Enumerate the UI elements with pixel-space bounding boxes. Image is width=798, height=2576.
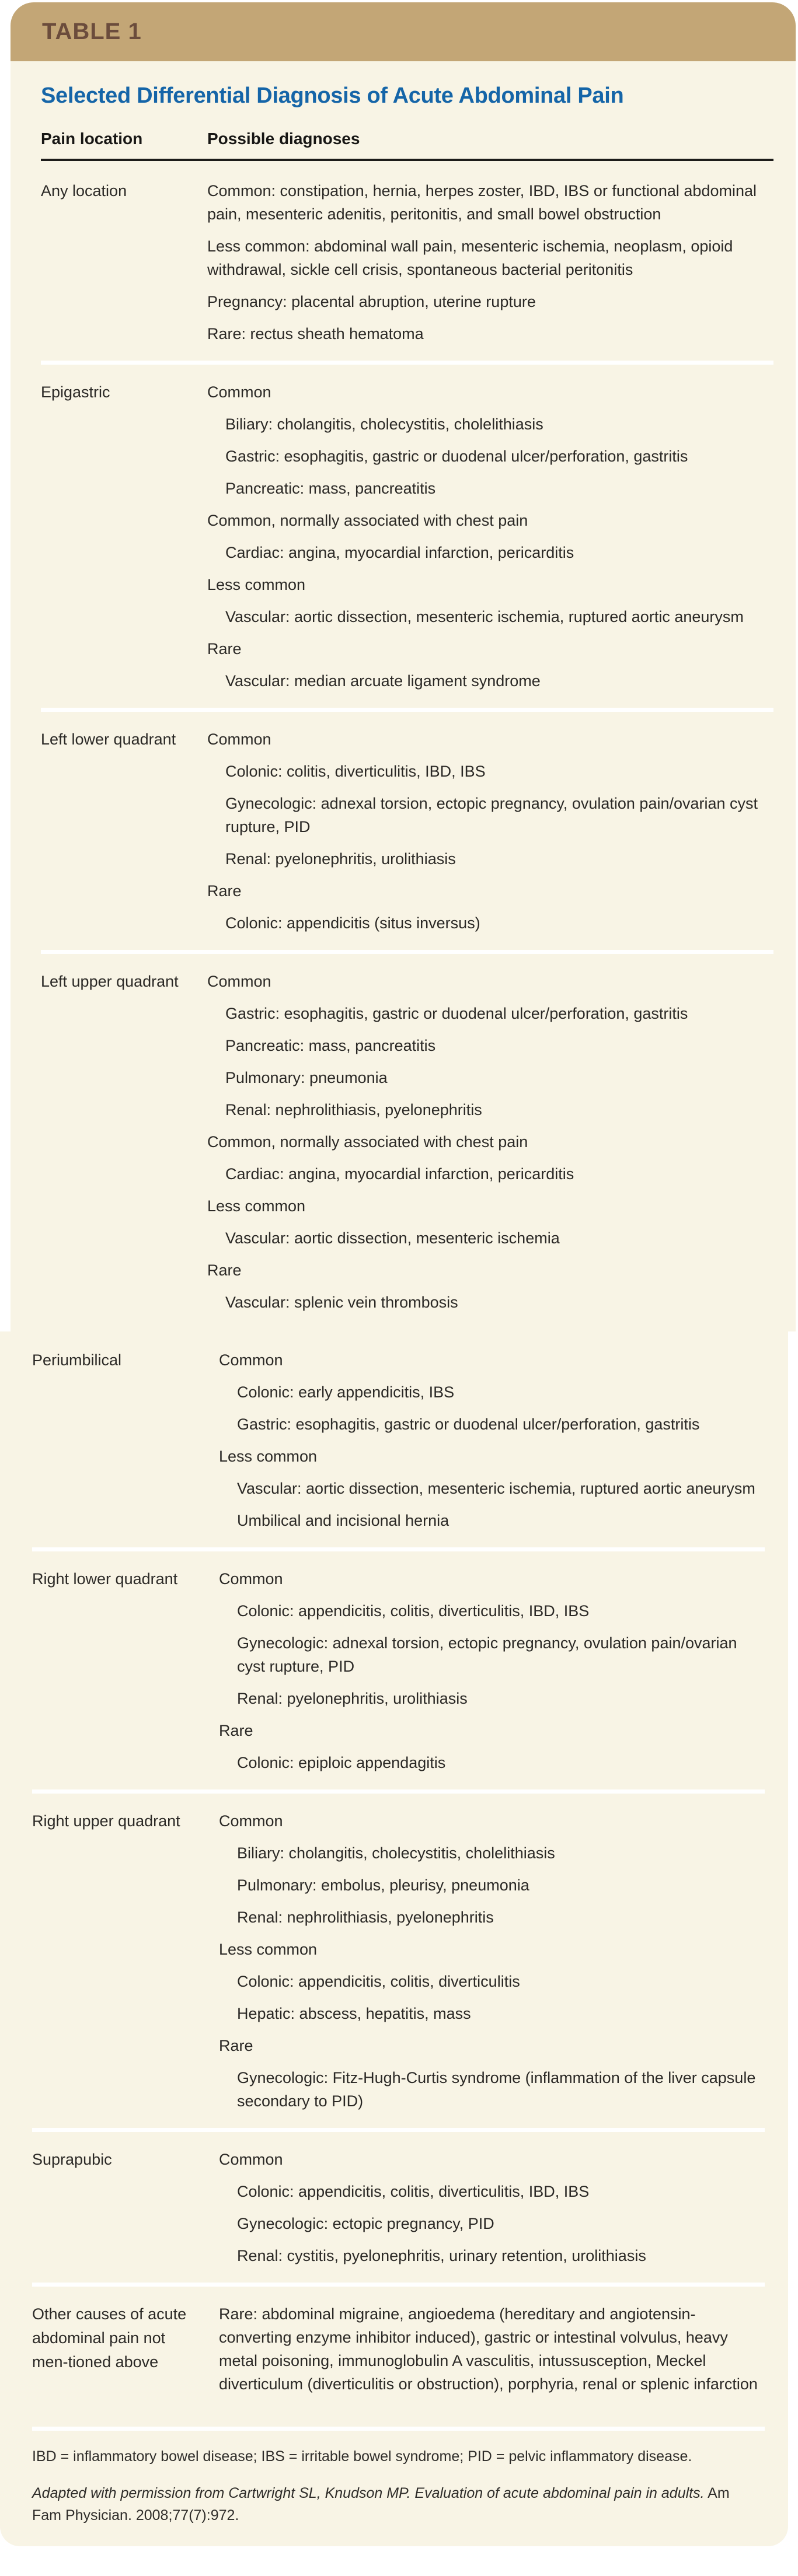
- footnote-rule: [32, 2427, 765, 2431]
- source-note-citation: Am Fam Physician. 2008;77(7):972.: [32, 2485, 730, 2523]
- header-rule: [41, 159, 773, 161]
- table-row: [32, 1333, 765, 1547]
- column-headers: [41, 130, 773, 159]
- pain-location-cell: Right lower quadrant: [32, 1570, 178, 1588]
- table-rows-section-2: [32, 1333, 765, 2411]
- diagnosis-entry: Gynecologic: Fitz-Hugh-Curtis syndrome (inflammation of the liver capsule secondary to PID): [237, 2069, 756, 2110]
- diagnosis-entry: Pancreatic: mass, pancreatitis: [225, 480, 436, 497]
- table-body: [11, 61, 796, 1331]
- table-title: Selected Differential Diagnosis of Acute Abdominal Pain: [41, 83, 624, 108]
- diagnosis-entry: Pancreatic: mass, pancreatitis: [225, 1037, 436, 1054]
- diagnosis-entry: Renal: nephrolithiasis, pyelonephritis: [237, 1909, 494, 1926]
- table-row: [32, 2128, 765, 2283]
- diagnosis-entry: Gastric: esophagitis, gastric or duodenal ulcer/perforation, gastritis: [237, 1415, 700, 1433]
- table-rows-section-1: [41, 163, 773, 1329]
- diagnosis-entry: Pulmonary: pneumonia: [225, 1069, 388, 1086]
- diagnosis-entry: Rare: rectus sheath hematoma: [207, 325, 424, 342]
- pain-location-cell: Right upper quadrant: [32, 1812, 180, 1830]
- diagnoses-cell: [207, 380, 773, 693]
- diagnosis-entry: Umbilical and incisional hernia: [237, 1512, 449, 1529]
- source-note-italic: Adapted with permission from Cartwright SL, Knudson MP. Evaluation of acute abdominal pain in adults.: [32, 2485, 705, 2501]
- diagnosis-entry: Colonic: appendicitis, colitis, diverticulitis, IBD, IBS: [237, 1602, 590, 1620]
- pain-location-cell: Any location: [41, 182, 127, 200]
- pain-location-cell: Epigastric: [41, 383, 110, 401]
- table-card-top: [11, 2, 796, 1331]
- diagnosis-entry: Hepatic: abscess, hepatitis, mass: [237, 2005, 471, 2022]
- diagnosis-entry: Less common: [219, 1941, 318, 1958]
- table-row: [32, 1789, 765, 2128]
- diagnosis-entry: Biliary: cholangitis, cholecystitis, cholelithiasis: [237, 1844, 555, 1862]
- diagnosis-entry: Rare: [219, 1722, 253, 1739]
- diagnoses-cell: [219, 1567, 765, 1774]
- diagnosis-entry: Rare: [207, 882, 242, 900]
- diagnosis-entry: Colonic: early appendicitis, IBS: [237, 1383, 455, 1401]
- diagnosis-entry: Common: [207, 383, 271, 401]
- column-header-pain-location: Pain location: [41, 130, 143, 148]
- diagnosis-entry: Common: [207, 973, 271, 990]
- diagnosis-entry: Vascular: splenic vein thrombosis: [225, 1294, 458, 1311]
- pain-location-cell: Left upper quadrant: [41, 973, 179, 990]
- table-row: [41, 361, 773, 708]
- diagnosis-entry: Pulmonary: embolus, pleurisy, pneumonia: [237, 1876, 529, 1894]
- diagnosis-entry: Gastric: esophagitis, gastric or duodenal ulcer/perforation, gastritis: [225, 448, 688, 465]
- diagnosis-entry: Colonic: appendicitis, colitis, diverticulitis, IBD, IBS: [237, 2183, 590, 2200]
- diagnoses-cell: [219, 2148, 765, 2267]
- diagnosis-entry: Gynecologic: ectopic pregnancy, PID: [237, 2215, 494, 2232]
- diagnosis-entry: Less common: [219, 1448, 318, 1465]
- diagnosis-entry: Rare: [219, 2037, 253, 2054]
- source-note: [32, 2482, 759, 2526]
- diagnoses-cell: [219, 1348, 765, 1532]
- diagnosis-entry: Rare: [207, 1261, 242, 1279]
- diagnoses-cell: [219, 1809, 765, 2113]
- pain-location-cell: Left lower quadrant: [41, 730, 176, 748]
- diagnosis-entry: Gynecologic: adnexal torsion, ectopic pregnancy, ovulation pain/ovarian cyst rupture, PID: [225, 795, 758, 836]
- table-row: [41, 163, 773, 361]
- diagnosis-entry: Colonic: epiploic appendagitis: [237, 1754, 446, 1771]
- pain-location-cell: Suprapubic: [32, 2151, 112, 2168]
- table-row: [32, 2283, 765, 2411]
- diagnosis-entry: Common: constipation, hernia, herpes zoster, IBD, IBS or functional abdominal pain, mesenteric adenitis, peritonitis, and small bowel obstruction: [207, 182, 757, 223]
- diagnosis-entry: Less common: abdominal wall pain, mesenteric ischemia, neoplasm, opioid withdrawal, sickle cell crisis, spontaneous bacterial peritonitis: [207, 237, 733, 278]
- diagnosis-entry: Common, normally associated with chest pain: [207, 512, 528, 529]
- diagnosis-entry: Common: [207, 730, 271, 748]
- abbreviations-note: IBD = inflammatory bowel disease; IBS = irritable bowel syndrome; PID = pelvic inflammatory disease.: [32, 2448, 692, 2465]
- diagnosis-entry: Renal: pyelonephritis, urolithiasis: [237, 1690, 468, 1707]
- diagnoses-cell: [207, 179, 773, 345]
- diagnosis-entry: Cardiac: angina, myocardial infarction, pericarditis: [225, 544, 574, 561]
- diagnosis-entry: Vascular: median arcuate ligament syndrome: [225, 672, 541, 690]
- diagnosis-entry: Vascular: aortic dissection, mesenteric ischemia, ruptured aortic aneurysm: [225, 608, 744, 625]
- diagnosis-entry: Colonic: colitis, diverticulitis, IBD, IBS: [225, 763, 486, 780]
- diagnoses-cell: [207, 970, 773, 1314]
- diagnosis-entry: Rare: [207, 640, 242, 658]
- table-tag: TABLE 1: [42, 19, 142, 44]
- diagnosis-entry: Pregnancy: placental abruption, uterine rupture: [207, 293, 536, 310]
- table-header-bar: [11, 2, 796, 61]
- diagnoses-cell: [219, 2302, 765, 2396]
- diagnosis-entry: Renal: pyelonephritis, urolithiasis: [225, 850, 456, 868]
- diagnosis-entry: Cardiac: angina, myocardial infarction, pericarditis: [225, 1165, 574, 1183]
- diagnosis-entry: Renal: nephrolithiasis, pyelonephritis: [225, 1101, 482, 1119]
- diagnosis-entry: Less common: [207, 576, 306, 593]
- diagnosis-entry: Rare: abdominal migraine, angioedema (hereditary and angiotensin-converting enzyme inhibitor induced), gastric or intestinal volvulus, heavy metal poisoning, immunoglobulin A vasculitis, intussusception, Meckel diverticulum (diverticulitis or obstruction), porphyria, renal or splenic infarction: [219, 2305, 758, 2393]
- diagnosis-entry: Common: [219, 1351, 283, 1369]
- diagnosis-entry: Vascular: aortic dissection, mesenteric ischemia: [225, 1229, 560, 1247]
- diagnosis-entry: Common: [219, 1570, 283, 1588]
- column-header-possible-diagnoses: Possible diagnoses: [207, 130, 360, 148]
- table-row: [32, 1547, 765, 1789]
- table-card-bottom: [0, 1331, 788, 2546]
- diagnosis-entry: Common: [219, 2151, 283, 2168]
- table-row: [41, 950, 773, 1329]
- diagnosis-entry: Biliary: cholangitis, cholecystitis, cholelithiasis: [225, 415, 543, 433]
- diagnoses-cell: [207, 728, 773, 935]
- table-row: [41, 708, 773, 950]
- diagnosis-entry: Common, normally associated with chest pain: [207, 1133, 528, 1151]
- diagnosis-entry: Colonic: appendicitis, colitis, diverticulitis: [237, 1973, 520, 1990]
- pain-location-cell: Other causes of acute abdominal pain not men-tioned above: [32, 2305, 187, 2371]
- diagnosis-entry: Less common: [207, 1197, 306, 1215]
- diagnosis-entry: Gynecologic: adnexal torsion, ectopic pregnancy, ovulation pain/ovarian cyst rupture, PID: [237, 1634, 737, 1675]
- pain-location-cell: Periumbilical: [32, 1351, 122, 1369]
- diagnosis-entry: Common: [219, 1812, 283, 1830]
- diagnosis-entry: Colonic: appendicitis (situs inversus): [225, 914, 480, 932]
- diagnosis-entry: Gastric: esophagitis, gastric or duodenal ulcer/perforation, gastritis: [225, 1005, 688, 1022]
- diagnosis-entry: Vascular: aortic dissection, mesenteric ischemia, ruptured aortic aneurysm: [237, 1480, 755, 1497]
- diagnosis-entry: Renal: cystitis, pyelonephritis, urinary retention, urolithiasis: [237, 2247, 646, 2264]
